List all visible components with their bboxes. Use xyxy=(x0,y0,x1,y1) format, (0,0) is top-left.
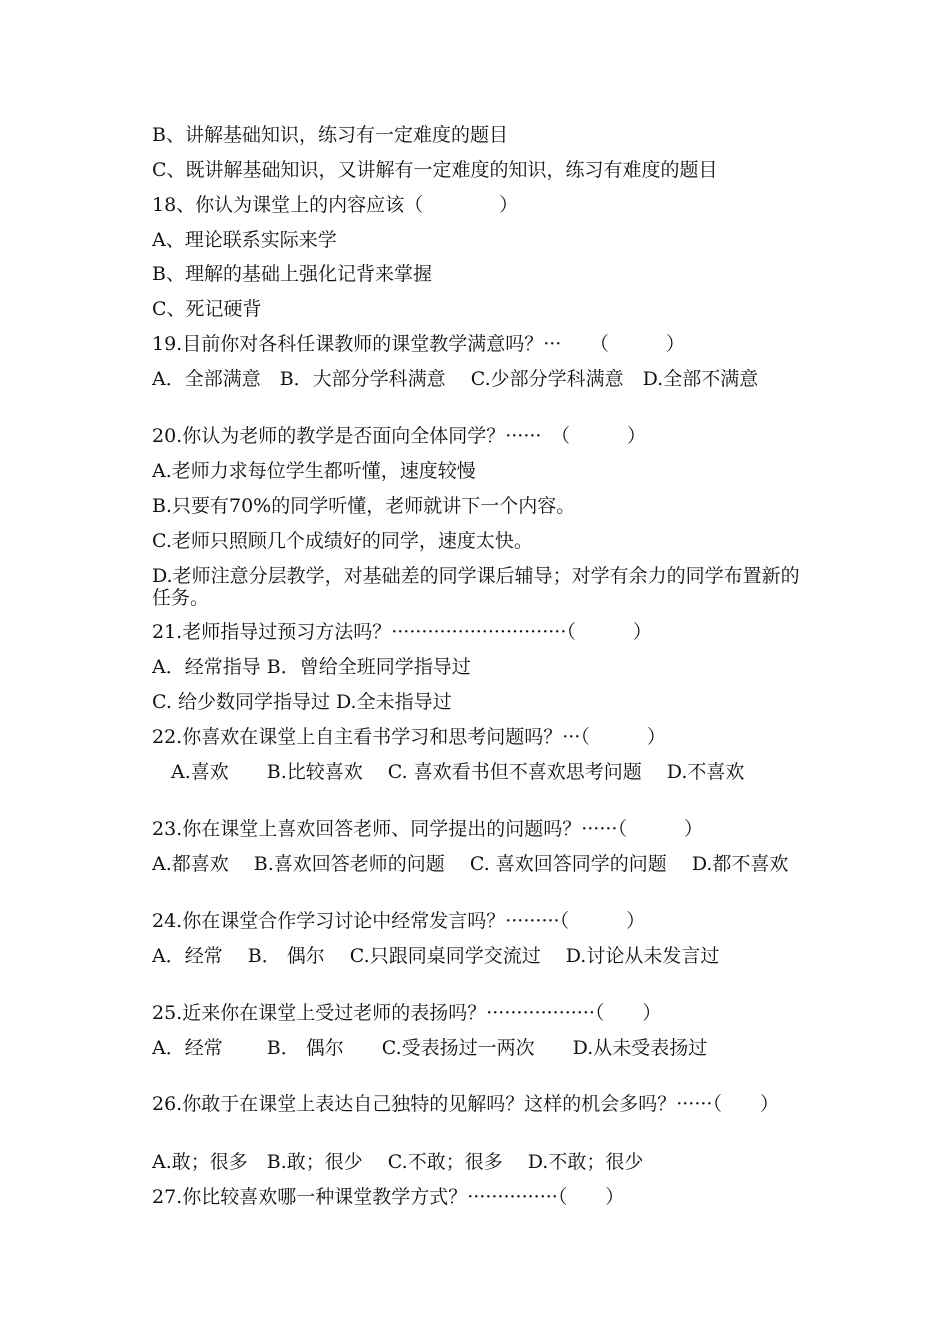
question-23: 23.你在课堂上喜欢回答老师、同学提出的问题吗？······（ ） xyxy=(152,818,703,840)
option-17-b: B、讲解基础知识，练习有一定难度的题目 xyxy=(152,124,508,146)
option-17-c: C、既讲解基础知识，又讲解有一定难度的知识，练习有难度的题目 xyxy=(152,159,718,181)
question-18: 18、你认为课堂上的内容应该（ ） xyxy=(152,194,519,216)
question-26: 26.你敢于在课堂上表达自己独特的见解吗？这样的机会多吗？······（ ） xyxy=(152,1093,779,1115)
option-20-d: D.老师注意分层教学，对基础差的同学课后辅导；对学有余力的同学布置新的任务。 xyxy=(152,565,800,609)
question-21: 21.老师指导过预习方法吗？·····························（ ） xyxy=(152,621,652,643)
options-19: A．全部满意 B．大部分学科满意 C.少部分学科满意 D.全部不满意 xyxy=(152,368,759,390)
options-21-ab: A．经常指导 B．曾给全班同学指导过 xyxy=(152,656,471,678)
options-21-cd: C. 给少数同学指导过 D.全未指导过 xyxy=(152,691,452,713)
options-26: A.敢；很多 B.敢；很少 C.不敢；很多 D.不敢；很少 xyxy=(152,1151,644,1173)
option-18-a: A、理论联系实际来学 xyxy=(152,229,337,251)
question-20: 20.你认为老师的教学是否面向全体同学？······ （ ） xyxy=(152,425,646,447)
option-18-c: C、死记硬背 xyxy=(152,298,262,320)
options-23: A.都喜欢 B.喜欢回答老师的问题 C. 喜欢回答同学的问题 D.都不喜欢 xyxy=(152,853,789,875)
question-27: 27.你比较喜欢哪一种课堂教学方式？···············（ ） xyxy=(152,1186,625,1208)
question-22: 22.你喜欢在课堂上自主看书学习和思考问题吗？···（ ） xyxy=(152,726,666,748)
option-18-b: B、理解的基础上强化记背来掌握 xyxy=(152,263,432,285)
options-22: A.喜欢 B.比较喜欢 C. 喜欢看书但不喜欢思考问题 D.不喜欢 xyxy=(152,761,745,783)
option-20-a: A.老师力求每位学生都听懂，速度较慢 xyxy=(152,460,476,482)
question-25: 25.近来你在课堂上受过老师的表扬吗？··················（ ） xyxy=(152,1002,662,1024)
question-24: 24.你在课堂合作学习讨论中经常发言吗？·········（ ） xyxy=(152,910,646,932)
options-25: A．经常 B． 偶尔 C.受表扬过一两次 D.从未受表扬过 xyxy=(152,1037,708,1059)
options-24: A．经常 B． 偶尔 C.只跟同桌同学交流过 D.讨论从未发言过 xyxy=(152,945,720,967)
option-20-c: C.老师只照顾几个成绩好的同学，速度太快。 xyxy=(152,530,533,552)
question-19: 19.目前你对各科任课教师的课堂教学满意吗？··· （ ） xyxy=(152,333,685,355)
option-20-b: B.只要有70%的同学听懂，老师就讲下一个内容。 xyxy=(152,495,576,517)
